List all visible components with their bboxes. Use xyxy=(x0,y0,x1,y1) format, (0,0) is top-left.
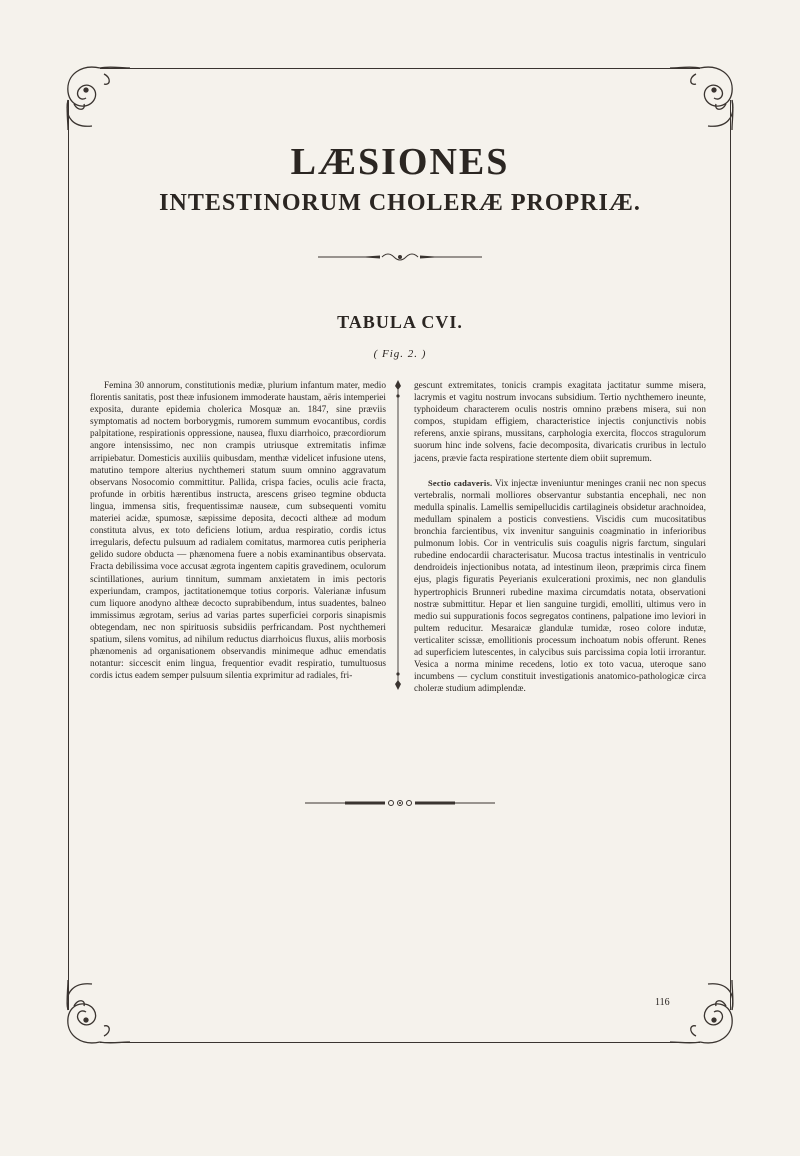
autopsy-heading: Sectio cadaveris. xyxy=(428,477,493,488)
corner-ornament-bottom-left xyxy=(60,978,132,1050)
frame-top-line xyxy=(100,68,700,69)
case-history-paragraph: Femina 30 annorum, constitutionis mediæ, plurium infantum mater, medio florentis sanitatis, post theæ infusionem immoderate haustam, aëris intemperiei exposita, durante epidemia cholerica Mosquæ an. 1847, sine præviis symptomatis ad noctem borborygmis, rumorem summum evocantibus, cordis palpitatione, respirationis oppressione, nausea, fluxu diarrhoico, præcordiorum angore intensissimo, nec non crampis utriusque extremitatis infimæ arripiebatur. Domesticis auxiliis quibusdam, menthæ videlicet infusione utens, matutino tempore alterius nychthemeri statum suum omnino aggravatum observans Nosocomio committitur. Pallida, crispa facies, oculis acie fracta, profunde in orbitis hærentibus instructa, arescens griseo tegmine obducta lingua, immensa sitis, frequentissimæ nauseæ, cum subsequenti vomitu materiei acidæ, spumosæ, sæpissime deposita, decocti altheæ ad modum constituta alvus, ex toto deficiens lotium, ardua respiratio, cordis ictus irregularis, defectu pulsuum ad radialem comitatus, marmorea cutis peripheria gelido sudore obducta — phænomena fuere a nobis examinantibus observata. Fracta debilissima voce accusat ægrota ingentem capitis gravedinem, oculorum scintillationes, aurium tinnitum, summam anxietatem in imis pectoris experiundam, crampos, jactitationemque totius corporis. Valerianæ infusum cum liquore anodyno altheæ decocto suprabibendum, intus suadentes, balneo immissimus ægrotam, serius ad varias partes superficiei corporis sinapismis obtegendam, nec non spirituosis subsidiis perfricandam. Post nychthemeri spatium, silens vomitus, ad nihilum reductus diarrhoicus fluxus, aliis morbosis phænomenis ad organisationem observandis minimeque adhuc emendatis notantur: siccescit enim lingua, frequentior evadit respiratio, tumultuosus cordis ictus eadem semper pulsuum silentia exprimitur ad radiales, fri- xyxy=(90,381,386,682)
case-history-continuation: gescunt extremitates, tonicis crampis exagitata jactitatur summe misera, lacrymis et vagitu nostrum invocans subsidium. Tertio nychthemero ineunte, typhoideum characterem oculis nostris omnino præbens misera, sui non compos, stupidam effigiem, characteristice injectis conjunctivis nobis referens, anxie spirans, mussitans, carphologia exercita, floccos stragulorum suorum hinc inde solvens, facie decomposita, divaricatis cruribus in lectulo jacens, prævie facta respiratione stertente diem obiit supremum. xyxy=(414,381,706,464)
autopsy-text: Vix injectæ inveniuntur meninges cranii nec non specus vertebralis, normali molliores observantur substantia encephali, nec non medulla spinalis. Lamellis semipellucidis cartilagineis obsidetur arachnoidea, medullam spinalem a posticis convestiens. Viscidis cum mucositatibus bronchia farcientibus, vix invenitur sanguinis coagminatio in inferioribus pulmonum lobis. Cor in ventriculis suis coagulis nigris farctum, singulari rubedine endocardii characterisatur. Mucosa tractus intestinalis in ventriculo dendroideis injectionibus notata, ad intestinum ileon, præprimis circa finem ejus, plagis figuratis Peyerianis exulcerationi proximis, nec non glandulis hypertrophicis Brunneri rubedine maxima circumdatis notata, observationi nostræ submittitur. Hepar et lien sanguine turgidi, emolliti, ultimus vero in medio sui suppurationis focos segregatos continens, palpatione imo leviori in pultem reducitur. Mesaraicæ glandulæ tumidæ, roseo colore indutæ, verticaliter scissæ, emollitionis processum inchoatum nobis offerunt. Renes ad superficiem lutescentes, in calycibus suis parcissima copia lotii irrorantur. Vesica a norma minime recedens, lotio ex toto vacua, uteroque sano incumbens — cyclum constituit investigationis anatomico-pathologicæ circa choleræ studium adimplendæ. xyxy=(414,478,706,695)
plate-title: TABULA CVI. xyxy=(337,312,463,332)
text-column-right xyxy=(414,380,706,695)
frame-left-line xyxy=(68,100,69,1010)
column-divider-ornament xyxy=(393,380,403,690)
title-divider-ornament xyxy=(318,252,482,262)
autopsy-paragraph xyxy=(414,477,706,696)
figure-reference: ( Fig. 2. ) xyxy=(373,348,427,360)
page-subtitle: INTESTINORUM CHOLERÆ PROPRIÆ. xyxy=(159,190,641,216)
corner-ornament-top-left xyxy=(60,60,132,132)
text-column-left xyxy=(90,380,386,682)
page-title: LÆSIONES xyxy=(290,141,510,183)
frame-right-line xyxy=(730,100,731,1010)
end-ornament xyxy=(305,798,495,808)
corner-ornament-bottom-right xyxy=(668,978,740,1050)
page-number: 116 xyxy=(655,997,670,1008)
frame-bottom-line xyxy=(100,1042,700,1043)
corner-ornament-top-right xyxy=(668,60,740,132)
